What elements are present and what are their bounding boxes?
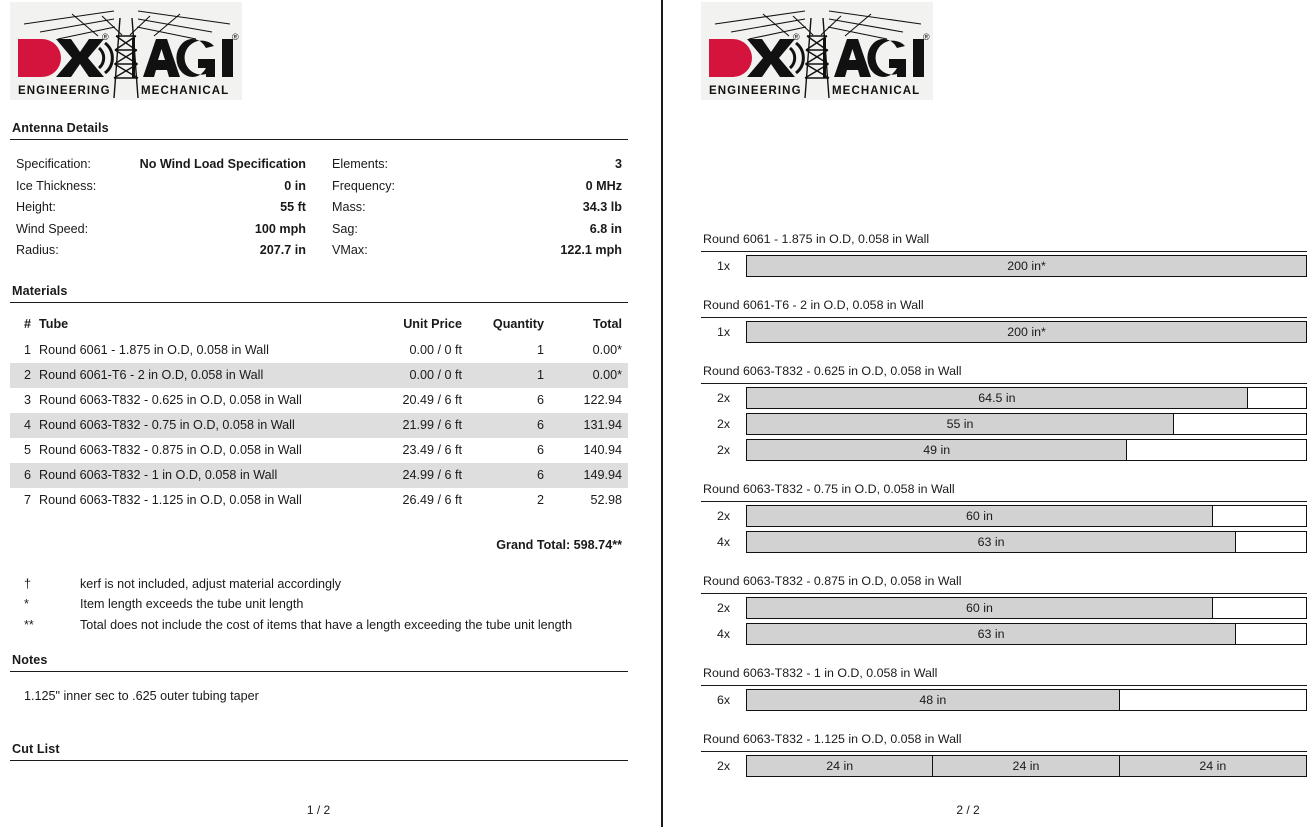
cut-stock-bar	[746, 255, 1307, 277]
svg-text:MECHANICAL: MECHANICAL	[141, 85, 230, 97]
cut-list-section-header	[10, 742, 628, 761]
cut-list-row	[701, 753, 1307, 778]
cut-quantity: 2x	[716, 600, 731, 615]
footnote-marker: **	[24, 617, 34, 632]
cut-segment: 200 in*	[747, 322, 1306, 342]
detail-label: Specification:	[16, 157, 91, 171]
detail-row	[332, 240, 622, 262]
brand-logo-page-2	[701, 0, 1307, 100]
cell-number: 6	[10, 463, 35, 488]
cut-segment: 64.5 in	[747, 388, 1248, 408]
column-header-quantity: Quantity	[492, 316, 544, 331]
antenna-details-section	[10, 121, 628, 262]
cut-quantity: 2x	[716, 390, 731, 405]
cut-stock-bar	[746, 623, 1307, 645]
cut-group-title: Round 6063-T832 - 0.875 in O.D, 0.058 in Wall	[703, 574, 962, 588]
notes-section	[10, 653, 628, 703]
svg-text:®: ®	[232, 32, 239, 42]
detail-label: Mass:	[332, 200, 366, 215]
dx-engineering-yagi-mechanical-logo	[701, 2, 933, 100]
cell-tube: Round 6063-T832 - 1 in O.D, 0.058 in Wall	[35, 463, 380, 488]
cut-stock-bar	[746, 387, 1307, 409]
cut-group-title: Round 6063-T832 - 1.125 in O.D, 0.058 in Wall	[703, 732, 962, 746]
column-header-total: Total	[592, 316, 622, 331]
cell-number: 7	[24, 493, 32, 508]
cell-total: 0.00*	[592, 343, 622, 358]
cut-segment: 55 in	[747, 414, 1174, 434]
cell-unit-price: 23.49 / 6 ft	[402, 443, 462, 458]
detail-label: Wind Speed:	[16, 221, 89, 236]
cell-quantity: 6	[480, 463, 558, 488]
cut-group-rule	[701, 383, 1307, 384]
cut-quantity: 1x	[716, 324, 731, 339]
cut-stock-bar	[746, 413, 1307, 435]
cut-list-heading: Cut List	[12, 742, 60, 757]
detail-value: 55 ft	[280, 200, 306, 215]
footnote-marker: †	[24, 576, 32, 591]
cell-total: 0.00*	[558, 363, 628, 388]
page-2-footer: 2 / 2	[956, 803, 980, 817]
cut-stock-bar	[746, 321, 1307, 343]
cell-tube: Round 6063-T832 - 1.125 in O.D, 0.058 in Wall	[39, 493, 302, 508]
cut-list-row	[701, 253, 1307, 278]
column-header-number: #	[24, 316, 32, 331]
detail-value: 207.7 in	[259, 243, 306, 258]
cut-group-title: Round 6063-T832 - 0.625 in O.D, 0.058 in Wall	[703, 364, 962, 378]
detail-label: Radius:	[16, 243, 59, 258]
detail-value: No Wind Load Specification	[139, 157, 306, 171]
cut-list-group	[701, 298, 1307, 344]
logo-artwork	[10, 2, 242, 100]
cell-unit-price: 0.00 / 0 ft	[409, 343, 462, 358]
footnote-row	[10, 594, 628, 615]
detail-label: Sag:	[332, 221, 358, 236]
notes-heading: Notes	[12, 653, 48, 668]
cut-quantity: 4x	[716, 534, 731, 549]
cut-stock-bar	[746, 755, 1307, 777]
materials-table-body	[10, 338, 628, 513]
cut-list-group	[701, 364, 1307, 462]
cell-quantity: 6	[536, 443, 544, 458]
detail-row	[332, 176, 622, 198]
materials-section	[10, 284, 628, 552]
cut-list-row	[701, 621, 1307, 646]
cut-quantity: 2x	[716, 442, 731, 457]
cut-segment: 24 in	[747, 756, 933, 776]
cell-unit-price: 26.49 / 6 ft	[402, 493, 462, 508]
page-2	[661, 0, 1311, 827]
cut-group-rule	[701, 751, 1307, 752]
detail-label: Ice Thickness:	[16, 178, 97, 193]
cut-stock-bar	[746, 597, 1307, 619]
detail-value: 6.8 in	[589, 221, 622, 236]
detail-value: 0 MHz	[585, 178, 622, 193]
cell-tube: Round 6061 - 1.875 in O.D, 0.058 in Wall	[39, 343, 269, 358]
cut-group-title: Round 6063-T832 - 0.75 in O.D, 0.058 in Wall	[703, 482, 955, 496]
cut-segment: 49 in	[747, 440, 1127, 460]
cut-quantity: 2x	[716, 416, 731, 431]
brand-logo	[10, 0, 628, 100]
cut-list-group	[701, 732, 1307, 778]
cut-group-rule	[701, 685, 1307, 686]
cut-stock-bar	[746, 439, 1307, 461]
cut-quantity: 6x	[716, 692, 731, 707]
cut-quantity: 1x	[716, 258, 731, 273]
page-1-footer: 1 / 2	[306, 803, 331, 817]
cut-list-row	[701, 595, 1307, 620]
table-row	[10, 363, 628, 388]
cell-unit-price: 21.99 / 6 ft	[380, 413, 480, 438]
footnote-row	[10, 615, 628, 636]
cell-number: 3	[24, 393, 32, 408]
cell-number: 1	[24, 343, 32, 358]
cut-segment: 60 in	[747, 598, 1213, 618]
cell-tube: Round 6063-T832 - 0.625 in O.D, 0.058 in Wall	[39, 393, 302, 408]
cut-list-row	[701, 411, 1307, 436]
cut-quantity: 2x	[716, 508, 731, 523]
detail-row	[16, 154, 306, 176]
cut-segment: 24 in	[1120, 756, 1306, 776]
cell-quantity: 1	[536, 343, 544, 358]
detail-row	[332, 219, 622, 241]
detail-row	[332, 154, 622, 176]
footnote-text: kerf is not included, adjust material accordingly	[80, 576, 342, 591]
cut-list-row	[701, 385, 1307, 410]
materials-heading: Materials	[12, 283, 68, 298]
cell-total: 140.94	[583, 443, 622, 458]
notes-body: 1.125" inner sec to .625 outer tubing taper	[24, 689, 259, 704]
cut-stock-bar	[746, 505, 1307, 527]
footnote-row	[10, 574, 628, 595]
cell-total: 52.98	[590, 493, 622, 508]
materials-rule	[10, 302, 628, 303]
svg-text:ENGINEERING: ENGINEERING	[18, 85, 111, 97]
cut-list-group	[701, 232, 1307, 278]
detail-row	[16, 240, 306, 262]
cut-list-row	[701, 319, 1307, 344]
cell-number: 5	[24, 443, 32, 458]
cell-number: 4	[10, 413, 35, 438]
detail-label: Height:	[16, 200, 56, 215]
cut-quantity: 4x	[716, 626, 731, 641]
detail-row	[16, 176, 306, 198]
detail-value: 122.1 mph	[560, 243, 622, 258]
cut-stock-bar	[746, 689, 1307, 711]
cell-unit-price: 0.00 / 0 ft	[380, 363, 480, 388]
cut-segment: 63 in	[747, 624, 1236, 644]
cut-list-group	[701, 482, 1307, 554]
materials-table	[10, 313, 628, 513]
cut-stock-bar	[746, 531, 1307, 553]
cut-group-title: Round 6061 - 1.875 in O.D, 0.058 in Wall	[703, 232, 930, 246]
cut-group-rule	[701, 317, 1307, 318]
detail-label: Elements:	[332, 157, 388, 171]
cut-list-row	[701, 437, 1307, 462]
cut-group-title: Round 6063-T832 - 1 in O.D, 0.058 in Wall	[703, 666, 938, 680]
table-row	[10, 438, 628, 463]
footnote-text: Total does not include the cost of items that have a length exceeding the tube unit length	[80, 617, 573, 632]
cut-quantity: 2x	[716, 758, 731, 773]
table-row	[10, 413, 628, 438]
cut-group-rule	[701, 251, 1307, 252]
cut-group-rule	[701, 501, 1307, 502]
cell-unit-price: 20.49 / 6 ft	[402, 393, 462, 408]
cell-unit-price: 24.99 / 6 ft	[380, 463, 480, 488]
svg-text:ENGINEERING: ENGINEERING	[709, 85, 802, 97]
table-header-row	[10, 313, 628, 338]
cell-quantity: 6	[480, 413, 558, 438]
dx-engineering-yagi-mechanical-logo	[10, 2, 242, 100]
cell-tube: Round 6063-T832 - 0.875 in O.D, 0.058 in Wall	[39, 443, 302, 458]
detail-value: 3	[614, 157, 622, 171]
svg-text:®: ®	[923, 32, 930, 42]
cell-tube: Round 6061-T6 - 2 in O.D, 0.058 in Wall	[35, 363, 380, 388]
cut-segment: 60 in	[747, 506, 1213, 526]
logo-artwork	[701, 2, 933, 100]
cut-list-row	[701, 687, 1307, 712]
cut-list-group	[701, 574, 1307, 646]
cell-total: 122.94	[583, 393, 622, 408]
cut-group-title: Round 6061-T6 - 2 in O.D, 0.058 in Wall	[703, 298, 924, 312]
detail-value: 0 in	[284, 178, 306, 193]
cell-quantity: 2	[536, 493, 544, 508]
detail-row	[332, 197, 622, 219]
cell-tube: Round 6063-T832 - 0.75 in O.D, 0.058 in Wall	[35, 413, 380, 438]
cell-total: 149.94	[558, 463, 628, 488]
table-row	[10, 388, 628, 413]
footnote-text: Item length exceeds the tube unit length	[80, 597, 304, 612]
detail-row	[16, 197, 306, 219]
table-row	[10, 338, 628, 363]
detail-value: 100 mph	[254, 221, 306, 236]
cut-segment: 48 in	[747, 690, 1120, 710]
detail-row	[16, 219, 306, 241]
column-header-tube: Tube	[39, 316, 69, 331]
cut-list-group	[701, 666, 1307, 712]
cut-list-rule	[10, 760, 628, 761]
detail-label: VMax:	[332, 243, 368, 258]
column-header-unit-price: Unit Price	[403, 316, 462, 331]
cut-segment: 200 in*	[747, 256, 1306, 276]
grand-total: Grand Total: 598.74**	[496, 537, 622, 552]
detail-value: 34.3 lb	[582, 200, 622, 215]
cell-total: 131.94	[558, 413, 628, 438]
cut-list-row	[701, 529, 1307, 554]
cut-list-groups	[701, 100, 1307, 778]
antenna-details-left-column	[16, 154, 306, 262]
svg-text:®: ®	[102, 32, 109, 42]
svg-text:MECHANICAL: MECHANICAL	[832, 85, 921, 97]
table-row	[10, 463, 628, 488]
antenna-details-right-column	[332, 154, 622, 262]
cell-number: 2	[10, 363, 35, 388]
detail-label: Frequency:	[332, 178, 395, 193]
cut-segment: 24 in	[933, 756, 1119, 776]
cut-list-row	[701, 503, 1307, 528]
antenna-details-heading: Antenna Details	[12, 121, 109, 135]
cell-quantity: 1	[480, 363, 558, 388]
cut-group-rule	[701, 593, 1307, 594]
svg-text:®: ®	[793, 32, 800, 42]
cut-segment: 63 in	[747, 532, 1236, 552]
footnotes-section	[10, 574, 628, 636]
table-row	[10, 488, 628, 513]
cell-quantity: 6	[536, 393, 544, 408]
footnote-marker: *	[24, 597, 29, 612]
